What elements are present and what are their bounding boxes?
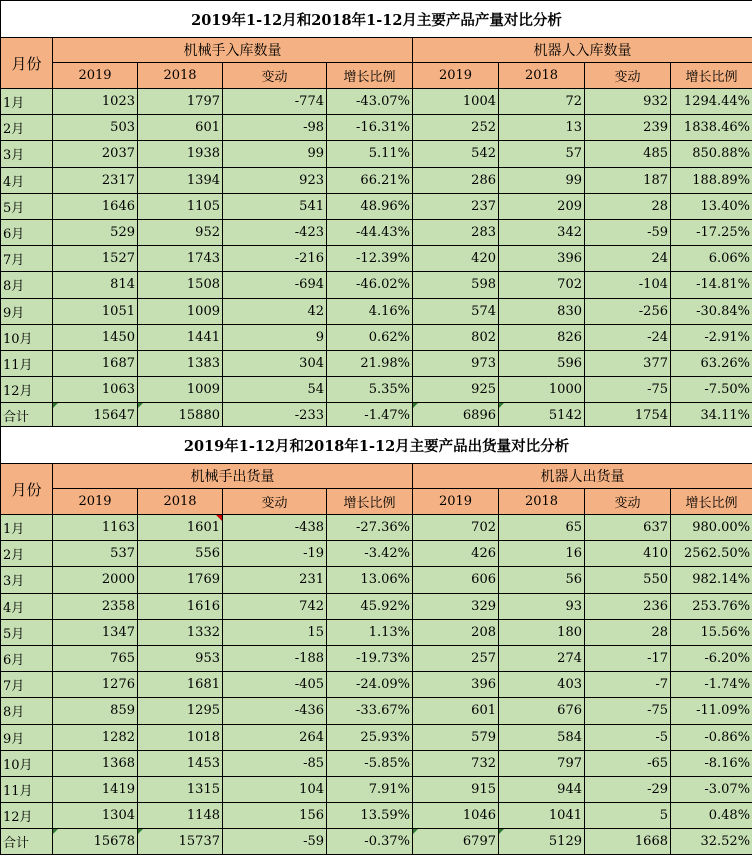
value-cell: -27.36% — [327, 515, 413, 541]
month-cell: 2月 — [1, 541, 53, 567]
value-cell: 1419 — [53, 776, 138, 802]
value-cell: 1616 — [138, 593, 223, 619]
month-cell: 2月 — [1, 115, 53, 141]
shipment-table — [0, 426, 752, 855]
month-cell: 7月 — [1, 246, 53, 272]
month-cell: 10月 — [1, 324, 53, 350]
table-row — [1, 246, 752, 272]
table-row — [1, 541, 752, 567]
value-cell: 396 — [499, 246, 585, 272]
table-row — [1, 350, 752, 376]
month-cell: 3月 — [1, 567, 53, 593]
value-cell: 574 — [413, 298, 499, 324]
value-cell: 2358 — [53, 593, 138, 619]
value-cell: 1282 — [53, 724, 138, 750]
value-cell: -436 — [223, 698, 327, 724]
column-header: 2018 — [499, 489, 585, 515]
value-cell: 584 — [499, 724, 585, 750]
value-cell: 1004 — [413, 89, 499, 115]
value-cell: -75 — [585, 698, 671, 724]
value-cell: 1453 — [138, 750, 223, 776]
month-header: 月份 — [1, 38, 53, 89]
table-row — [1, 750, 752, 776]
value-cell: 1368 — [53, 750, 138, 776]
month-cell: 11月 — [1, 350, 53, 376]
column-header: 变动 — [223, 63, 327, 89]
value-cell: 5.11% — [327, 141, 413, 167]
value-cell: 1383 — [138, 350, 223, 376]
value-cell: 973 — [413, 350, 499, 376]
value-cell: 403 — [499, 672, 585, 698]
value-cell: 15 — [223, 619, 327, 645]
month-cell: 10月 — [1, 750, 53, 776]
value-cell: 208 — [413, 619, 499, 645]
value-cell: 702 — [413, 515, 499, 541]
value-cell: 802 — [413, 324, 499, 350]
month-cell: 9月 — [1, 298, 53, 324]
value-cell: 237 — [413, 193, 499, 219]
value-cell: 1527 — [53, 246, 138, 272]
table-row — [1, 567, 752, 593]
value-cell: 253.76% — [671, 593, 752, 619]
column-header: 增长比例 — [671, 63, 752, 89]
value-cell: 15678 — [53, 829, 138, 855]
value-cell: 99 — [499, 167, 585, 193]
table-row — [1, 515, 752, 541]
value-cell: -0.86% — [671, 724, 752, 750]
table-row — [1, 219, 752, 245]
value-cell: 13.40% — [671, 193, 752, 219]
table-row — [1, 645, 752, 671]
value-cell: 541 — [223, 193, 327, 219]
value-cell: 1769 — [138, 567, 223, 593]
column-header: 增长比例 — [671, 489, 752, 515]
table-row — [1, 298, 752, 324]
value-cell: 1687 — [53, 350, 138, 376]
value-cell: 1148 — [138, 803, 223, 829]
value-cell: 56 — [499, 567, 585, 593]
value-cell: 982.14% — [671, 567, 752, 593]
value-cell: 830 — [499, 298, 585, 324]
value-cell: 915 — [413, 776, 499, 802]
table-row — [1, 193, 752, 219]
value-cell: 264 — [223, 724, 327, 750]
value-cell: -0.37% — [327, 829, 413, 855]
value-cell: 1332 — [138, 619, 223, 645]
value-cell: 5129 — [499, 829, 585, 855]
value-cell: 1347 — [53, 619, 138, 645]
value-cell: 923 — [223, 167, 327, 193]
column-header: 变动 — [585, 63, 671, 89]
month-cell: 5月 — [1, 619, 53, 645]
value-cell: 556 — [138, 541, 223, 567]
table-row — [1, 324, 752, 350]
column-header: 2018 — [499, 63, 585, 89]
value-cell: -256 — [585, 298, 671, 324]
value-cell: 1046 — [413, 803, 499, 829]
value-cell: 24 — [585, 246, 671, 272]
value-cell: 1023 — [53, 89, 138, 115]
value-cell: -85 — [223, 750, 327, 776]
value-cell: -3.42% — [327, 541, 413, 567]
value-cell: -30.84% — [671, 298, 752, 324]
value-cell: 503 — [53, 115, 138, 141]
column-header: 2018 — [138, 489, 223, 515]
month-cell: 7月 — [1, 672, 53, 698]
month-cell: 3月 — [1, 141, 53, 167]
value-cell: 1743 — [138, 246, 223, 272]
value-cell: 1063 — [53, 377, 138, 403]
value-cell: 1051 — [53, 298, 138, 324]
value-cell: 57 — [499, 141, 585, 167]
value-cell: 2562.50% — [671, 541, 752, 567]
value-cell: 1441 — [138, 324, 223, 350]
value-cell: 231 — [223, 567, 327, 593]
value-cell: -6.20% — [671, 645, 752, 671]
table-row — [1, 724, 752, 750]
group-header-arm: 机械手出货量 — [53, 464, 413, 489]
value-cell: -19 — [223, 541, 327, 567]
value-cell: 598 — [413, 272, 499, 298]
value-cell: 1797 — [138, 89, 223, 115]
value-cell: 93 — [499, 593, 585, 619]
value-cell: -694 — [223, 272, 327, 298]
column-header: 增长比例 — [327, 489, 413, 515]
value-cell: 99 — [223, 141, 327, 167]
value-cell: 72 — [499, 89, 585, 115]
value-cell: -65 — [585, 750, 671, 776]
value-cell: -2.91% — [671, 324, 752, 350]
value-cell: 1105 — [138, 193, 223, 219]
value-cell: -17.25% — [671, 219, 752, 245]
value-cell: 15.56% — [671, 619, 752, 645]
table-row — [1, 167, 752, 193]
value-cell: 826 — [499, 324, 585, 350]
value-cell: 1315 — [138, 776, 223, 802]
value-cell: 0.48% — [671, 803, 752, 829]
value-cell: -43.07% — [327, 89, 413, 115]
value-cell: -11.09% — [671, 698, 752, 724]
value-cell: 410 — [585, 541, 671, 567]
value-cell: 54 — [223, 377, 327, 403]
value-cell: 606 — [413, 567, 499, 593]
value-cell: 765 — [53, 645, 138, 671]
table-row — [1, 672, 752, 698]
value-cell: 188.89% — [671, 167, 752, 193]
value-cell: 342 — [499, 219, 585, 245]
value-cell: 6.06% — [671, 246, 752, 272]
value-cell: 676 — [499, 698, 585, 724]
month-cell: 1月 — [1, 515, 53, 541]
value-cell: -33.67% — [327, 698, 413, 724]
value-cell: 25.93% — [327, 724, 413, 750]
month-cell: 合计 — [1, 829, 53, 855]
value-cell: 283 — [413, 219, 499, 245]
value-cell: 396 — [413, 672, 499, 698]
value-cell: 2317 — [53, 167, 138, 193]
value-cell: -14.81% — [671, 272, 752, 298]
value-cell: 15737 — [138, 829, 223, 855]
value-cell: 187 — [585, 167, 671, 193]
column-header: 2019 — [413, 63, 499, 89]
table-row — [1, 377, 752, 403]
value-cell: -24.09% — [327, 672, 413, 698]
column-header: 2019 — [53, 489, 138, 515]
value-cell: 104 — [223, 776, 327, 802]
month-cell: 1月 — [1, 89, 53, 115]
value-cell: 952 — [138, 219, 223, 245]
value-cell: 944 — [499, 776, 585, 802]
value-cell: 1601 — [138, 515, 223, 541]
value-cell: -17 — [585, 645, 671, 671]
value-cell: 42 — [223, 298, 327, 324]
value-cell: 601 — [138, 115, 223, 141]
value-cell: 13.59% — [327, 803, 413, 829]
value-cell: 15880 — [138, 403, 223, 429]
month-cell: 9月 — [1, 724, 53, 750]
value-cell: 1754 — [585, 403, 671, 429]
month-header: 月份 — [1, 464, 53, 515]
month-cell: 8月 — [1, 698, 53, 724]
value-cell: 209 — [499, 193, 585, 219]
value-cell: -12.39% — [327, 246, 413, 272]
table-title: 2019年1-12月和2018年1-12月主要产品出货量对比分析 — [1, 427, 752, 464]
value-cell: 65 — [499, 515, 585, 541]
value-cell: 156 — [223, 803, 327, 829]
value-cell: 859 — [53, 698, 138, 724]
value-cell: 1450 — [53, 324, 138, 350]
value-cell: 0.62% — [327, 324, 413, 350]
value-cell: 5 — [585, 803, 671, 829]
value-cell: 426 — [413, 541, 499, 567]
total-row — [1, 403, 752, 429]
value-cell: 1646 — [53, 193, 138, 219]
value-cell: 537 — [53, 541, 138, 567]
table-row — [1, 776, 752, 802]
value-cell: 329 — [413, 593, 499, 619]
value-cell: 1294.44% — [671, 89, 752, 115]
table-row — [1, 141, 752, 167]
table-row — [1, 115, 752, 141]
value-cell: -233 — [223, 403, 327, 429]
month-cell: 4月 — [1, 593, 53, 619]
month-cell: 5月 — [1, 193, 53, 219]
value-cell: -1.47% — [327, 403, 413, 429]
value-cell: 16 — [499, 541, 585, 567]
value-cell: 1163 — [53, 515, 138, 541]
value-cell: 601 — [413, 698, 499, 724]
table-title: 2019年1-12月和2018年1-12月主要产品产量对比分析 — [1, 1, 752, 38]
value-cell: 274 — [499, 645, 585, 671]
value-cell: 1276 — [53, 672, 138, 698]
value-cell: 21.98% — [327, 350, 413, 376]
value-cell: 1009 — [138, 377, 223, 403]
value-cell: 9 — [223, 324, 327, 350]
value-cell: 1838.46% — [671, 115, 752, 141]
value-cell: 304 — [223, 350, 327, 376]
table-row — [1, 272, 752, 298]
column-header: 增长比例 — [327, 63, 413, 89]
month-cell: 6月 — [1, 645, 53, 671]
value-cell: 32.52% — [671, 829, 752, 855]
month-cell: 合计 — [1, 403, 53, 429]
value-cell: -24 — [585, 324, 671, 350]
month-cell: 8月 — [1, 272, 53, 298]
column-header: 2019 — [53, 63, 138, 89]
table-row — [1, 619, 752, 645]
value-cell: 236 — [585, 593, 671, 619]
group-header-arm: 机械手入库数量 — [53, 38, 413, 63]
value-cell: 48.96% — [327, 193, 413, 219]
value-cell: 4.16% — [327, 298, 413, 324]
value-cell: -29 — [585, 776, 671, 802]
value-cell: -5.85% — [327, 750, 413, 776]
value-cell: -188 — [223, 645, 327, 671]
value-cell: 377 — [585, 350, 671, 376]
value-cell: 529 — [53, 219, 138, 245]
value-cell: -104 — [585, 272, 671, 298]
value-cell: 1938 — [138, 141, 223, 167]
group-header-robot: 机器人出货量 — [413, 464, 752, 489]
total-row — [1, 829, 752, 855]
value-cell: 180 — [499, 619, 585, 645]
value-cell: 1009 — [138, 298, 223, 324]
value-cell: -3.07% — [671, 776, 752, 802]
value-cell: -7 — [585, 672, 671, 698]
value-cell: 797 — [499, 750, 585, 776]
month-cell: 11月 — [1, 776, 53, 802]
value-cell: 542 — [413, 141, 499, 167]
table-row — [1, 803, 752, 829]
value-cell: 66.21% — [327, 167, 413, 193]
table-row — [1, 698, 752, 724]
value-cell: 13 — [499, 115, 585, 141]
value-cell: -19.73% — [327, 645, 413, 671]
value-cell: 5.35% — [327, 377, 413, 403]
value-cell: 702 — [499, 272, 585, 298]
value-cell: -8.16% — [671, 750, 752, 776]
value-cell: -216 — [223, 246, 327, 272]
table-row — [1, 593, 752, 619]
value-cell: 420 — [413, 246, 499, 272]
value-cell: 2037 — [53, 141, 138, 167]
value-cell: -98 — [223, 115, 327, 141]
value-cell: 596 — [499, 350, 585, 376]
month-cell: 12月 — [1, 803, 53, 829]
month-cell: 6月 — [1, 219, 53, 245]
column-header: 2018 — [138, 63, 223, 89]
value-cell: -44.43% — [327, 219, 413, 245]
value-cell: 1000 — [499, 377, 585, 403]
value-cell: 1295 — [138, 698, 223, 724]
value-cell: 1.13% — [327, 619, 413, 645]
value-cell: 286 — [413, 167, 499, 193]
value-cell: 850.88% — [671, 141, 752, 167]
value-cell: 637 — [585, 515, 671, 541]
value-cell: 1304 — [53, 803, 138, 829]
column-header: 2019 — [413, 489, 499, 515]
value-cell: 550 — [585, 567, 671, 593]
value-cell: -59 — [585, 219, 671, 245]
value-cell: -59 — [223, 829, 327, 855]
value-cell: -438 — [223, 515, 327, 541]
value-cell: 7.91% — [327, 776, 413, 802]
value-cell: 45.92% — [327, 593, 413, 619]
value-cell: 257 — [413, 645, 499, 671]
value-cell: -7.50% — [671, 377, 752, 403]
value-cell: -774 — [223, 89, 327, 115]
value-cell: 6797 — [413, 829, 499, 855]
value-cell: 63.26% — [671, 350, 752, 376]
value-cell: 579 — [413, 724, 499, 750]
value-cell: 1668 — [585, 829, 671, 855]
month-cell: 4月 — [1, 167, 53, 193]
value-cell: 15647 — [53, 403, 138, 429]
value-cell: -16.31% — [327, 115, 413, 141]
value-cell: 1394 — [138, 167, 223, 193]
group-header-robot: 机器人入库数量 — [413, 38, 752, 63]
value-cell: 485 — [585, 141, 671, 167]
value-cell: 925 — [413, 377, 499, 403]
value-cell: 13.06% — [327, 567, 413, 593]
value-cell: 980.00% — [671, 515, 752, 541]
value-cell: 28 — [585, 619, 671, 645]
value-cell: 932 — [585, 89, 671, 115]
value-cell: 239 — [585, 115, 671, 141]
value-cell: 732 — [413, 750, 499, 776]
column-header: 变动 — [223, 489, 327, 515]
month-cell: 12月 — [1, 377, 53, 403]
value-cell: 28 — [585, 193, 671, 219]
value-cell: 1018 — [138, 724, 223, 750]
value-cell: -46.02% — [327, 272, 413, 298]
value-cell: 2000 — [53, 567, 138, 593]
value-cell: -405 — [223, 672, 327, 698]
column-header: 变动 — [585, 489, 671, 515]
value-cell: 5142 — [499, 403, 585, 429]
value-cell: 34.11% — [671, 403, 752, 429]
value-cell: -75 — [585, 377, 671, 403]
value-cell: 953 — [138, 645, 223, 671]
table-row — [1, 89, 752, 115]
value-cell: 1508 — [138, 272, 223, 298]
value-cell: 6896 — [413, 403, 499, 429]
value-cell: 814 — [53, 272, 138, 298]
value-cell: -5 — [585, 724, 671, 750]
value-cell: 252 — [413, 115, 499, 141]
value-cell: -423 — [223, 219, 327, 245]
value-cell: 1041 — [499, 803, 585, 829]
value-cell: 1681 — [138, 672, 223, 698]
value-cell: 742 — [223, 593, 327, 619]
value-cell: -1.74% — [671, 672, 752, 698]
